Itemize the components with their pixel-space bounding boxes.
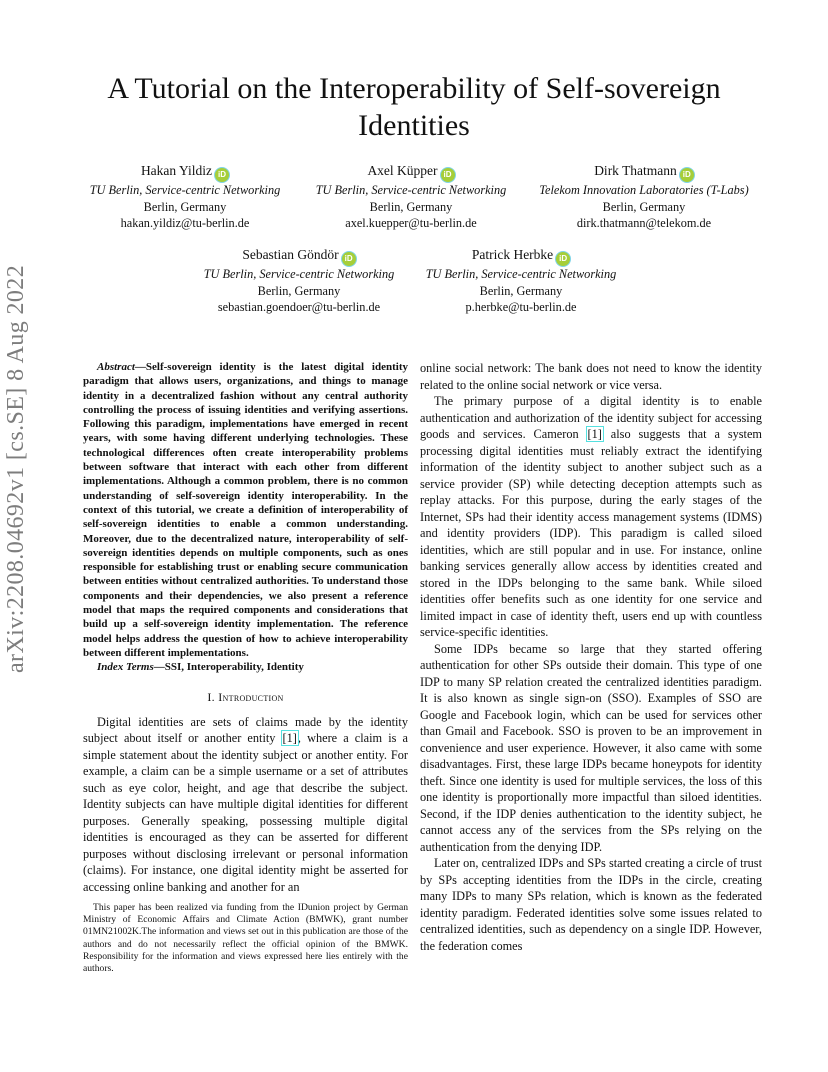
author-name: Dirk Thatmann <box>594 163 677 178</box>
author-location: Berlin, Germany <box>602 199 686 214</box>
orcid-icon[interactable]: iD <box>556 252 570 266</box>
orcid-icon[interactable]: iD <box>680 168 694 182</box>
author-email[interactable]: sebastian.goendoer@tu-berlin.de <box>217 300 381 314</box>
author-block <box>524 162 764 232</box>
orcid-icon[interactable]: iD <box>441 168 455 182</box>
paragraph: The primary purpose of a digital identity is to enable authentication and authorization of the identity subject for accessing goods and services. Cameron [1] also suggests that a system processing digital identities must reliably extract the identifying information of the identity subject to another subject such as a service provider (SP) while detecting deception attempts such as replay attacks. For this purpose, during the early stages of the Internet, SPs had their identity access management systems (IDMS) and identity providers (IDP). This paradigm is called siloed identities, which are still popular and in use. For instance, online banking services generally allow access by identities created and stored in the IDPs belonging to the same bank. While siloed identities offer benefits such as one identity for one service and limited impact in case of identity theft, users end up with countless service-specific identities. <box>420 394 762 639</box>
author-affiliation: TU Berlin, Service-centric Networking <box>203 267 395 281</box>
author-block <box>410 246 632 316</box>
author-affiliation: TU Berlin, Service-centric Networking <box>89 183 281 197</box>
right-column <box>420 360 762 954</box>
left-column <box>83 360 408 895</box>
author-affiliation: Telekom Innovation Laboratories (T-Labs) <box>539 183 749 197</box>
index-terms-label: Index Terms <box>97 661 154 674</box>
author-location: Berlin, Germany <box>257 283 341 298</box>
paragraph: Digital identities are sets of claims made by the identity subject about itself or another entity [1], where a claim is a simple statement about the identity subject or another entity. For example, a claim can be a simple username or a set of attributes such as eye color, height, and age that describe the subject. Identity subjects can have multiple digital identities for different purposes. Generally speaking, possessing multiple digital identities is encouraged as they can be asserted for different purposes without disclosing irrelevant or personal information (claims). For instance, one digital identity might be asserted for accessing online banking and another for an <box>83 714 408 894</box>
author-affiliation: TU Berlin, Service-centric Networking <box>315 183 507 197</box>
author-email[interactable]: axel.kuepper@tu-berlin.de <box>345 216 477 230</box>
abstract-text: —Self-sovereign identity is the latest digital identity paradigm that allows users, organizations, and things to manage identity in a decentralized fashion without any central authority controlling the process of issuing identities and verifying assertions. Following this paradigm, implementations have emerged in recent years, with some having different underlying technologies. These technological differences often create interoperability problems between software that interact with each other from different implementations. Although a common problem, there is no common understanding of self-sovereign identity interoperability. In the context of this tutorial, we create a definition of interoperability of self-sovereign identities to enable a common understanding. Moreover, due to the decentralized nature, interoperability of self-sovereign identities depends on multiple components, such as ones responsible for establishing trust or enabling secure communication between entities without centralized authorities. To understand those components and their dependencies, we also present a reference model that maps the required components and considerations that build up a self-sovereign identity implementation. The reference model helps address the question of how to achieve interoperability between different implementations. <box>83 361 408 659</box>
citation-link[interactable]: [1] <box>282 731 297 746</box>
section-heading: I. Introduction <box>207 690 284 705</box>
author-affiliation: TU Berlin, Service-centric Networking <box>425 267 617 281</box>
author-name: Patrick Herbke <box>471 247 554 262</box>
footnote-text: This paper has been realized via funding from the IDunion project by German Ministry of Economic Affairs and Climate Action (BMWK), grant number 01MN21002K.The information and views set out in this publication are those of the authors and do not necessarily reflect the official opinion of the BMWK. Responsibility for the information and views expressed here lies entirely with the authors. <box>83 902 408 975</box>
author-location: Berlin, Germany <box>479 283 563 298</box>
paper-title: A Tutorial on the Interoperability of Self-sovereign Identities <box>107 72 721 142</box>
author-block <box>300 162 522 232</box>
arxiv-identifier[interactable]: arXiv:2208.04692v1 [cs.SE] 8 Aug 2022 <box>3 264 29 673</box>
paragraph: Some IDPs became so large that they started offering authentication for other SPs outside their domain. This type of one IDP to many SP relation created the centralized identities paradigm. It is also known as single sign-on (SSO). Examples of SSO are Google and Facebook login, which can be used for services other than Gmail and Facebook. SSO is proven to be an improvement in convenience and user experience. However, it also came with some disadvantages. First, these large IDPs became honeypots for identity theft. Since one identity is used for multiple services, the loss of this one identity is proportionally more impactful than siloed identities. Second, if the IDP denies authentication to the identity subject, he cannot access any of the services from the SPs relying on the authentication from the denying IDP. <box>420 641 762 854</box>
abstract <box>83 360 408 660</box>
paragraph: Later on, centralized IDPs and SPs started creating a circle of trust by SPs accepting identities from the IDPs in the circle, creating many IDPs to many SPs relation, which is known as the federated identity paradigm. Federated identities solve some issues related to centralized identities, such as dependency on a single IDP. However, the federation comes <box>420 856 762 953</box>
footnote <box>83 902 408 975</box>
abstract-label: Abstract <box>97 361 135 373</box>
paragraph: online social network: The bank does not need to know the identity related to the online social network or vice versa. <box>420 361 762 392</box>
citation-link[interactable]: [1] <box>587 427 602 441</box>
author-name: Sebastian Göndör <box>242 247 339 262</box>
author-name: Axel Küpper <box>367 163 438 178</box>
index-terms <box>83 660 408 674</box>
author-email[interactable]: p.herbke@tu-berlin.de <box>465 300 577 314</box>
author-block <box>75 162 295 232</box>
author-block <box>188 246 410 316</box>
author-email[interactable]: dirk.thatmann@telekom.de <box>576 216 712 230</box>
index-terms-text: —SSI, Interoperability, Identity <box>153 661 304 674</box>
orcid-icon[interactable]: iD <box>342 252 356 266</box>
author-location: Berlin, Germany <box>369 199 453 214</box>
author-location: Berlin, Germany <box>143 199 227 214</box>
orcid-icon[interactable]: iD <box>215 168 229 182</box>
author-email[interactable]: hakan.yildiz@tu-berlin.de <box>120 216 250 230</box>
author-name: Hakan Yildiz <box>140 163 213 178</box>
